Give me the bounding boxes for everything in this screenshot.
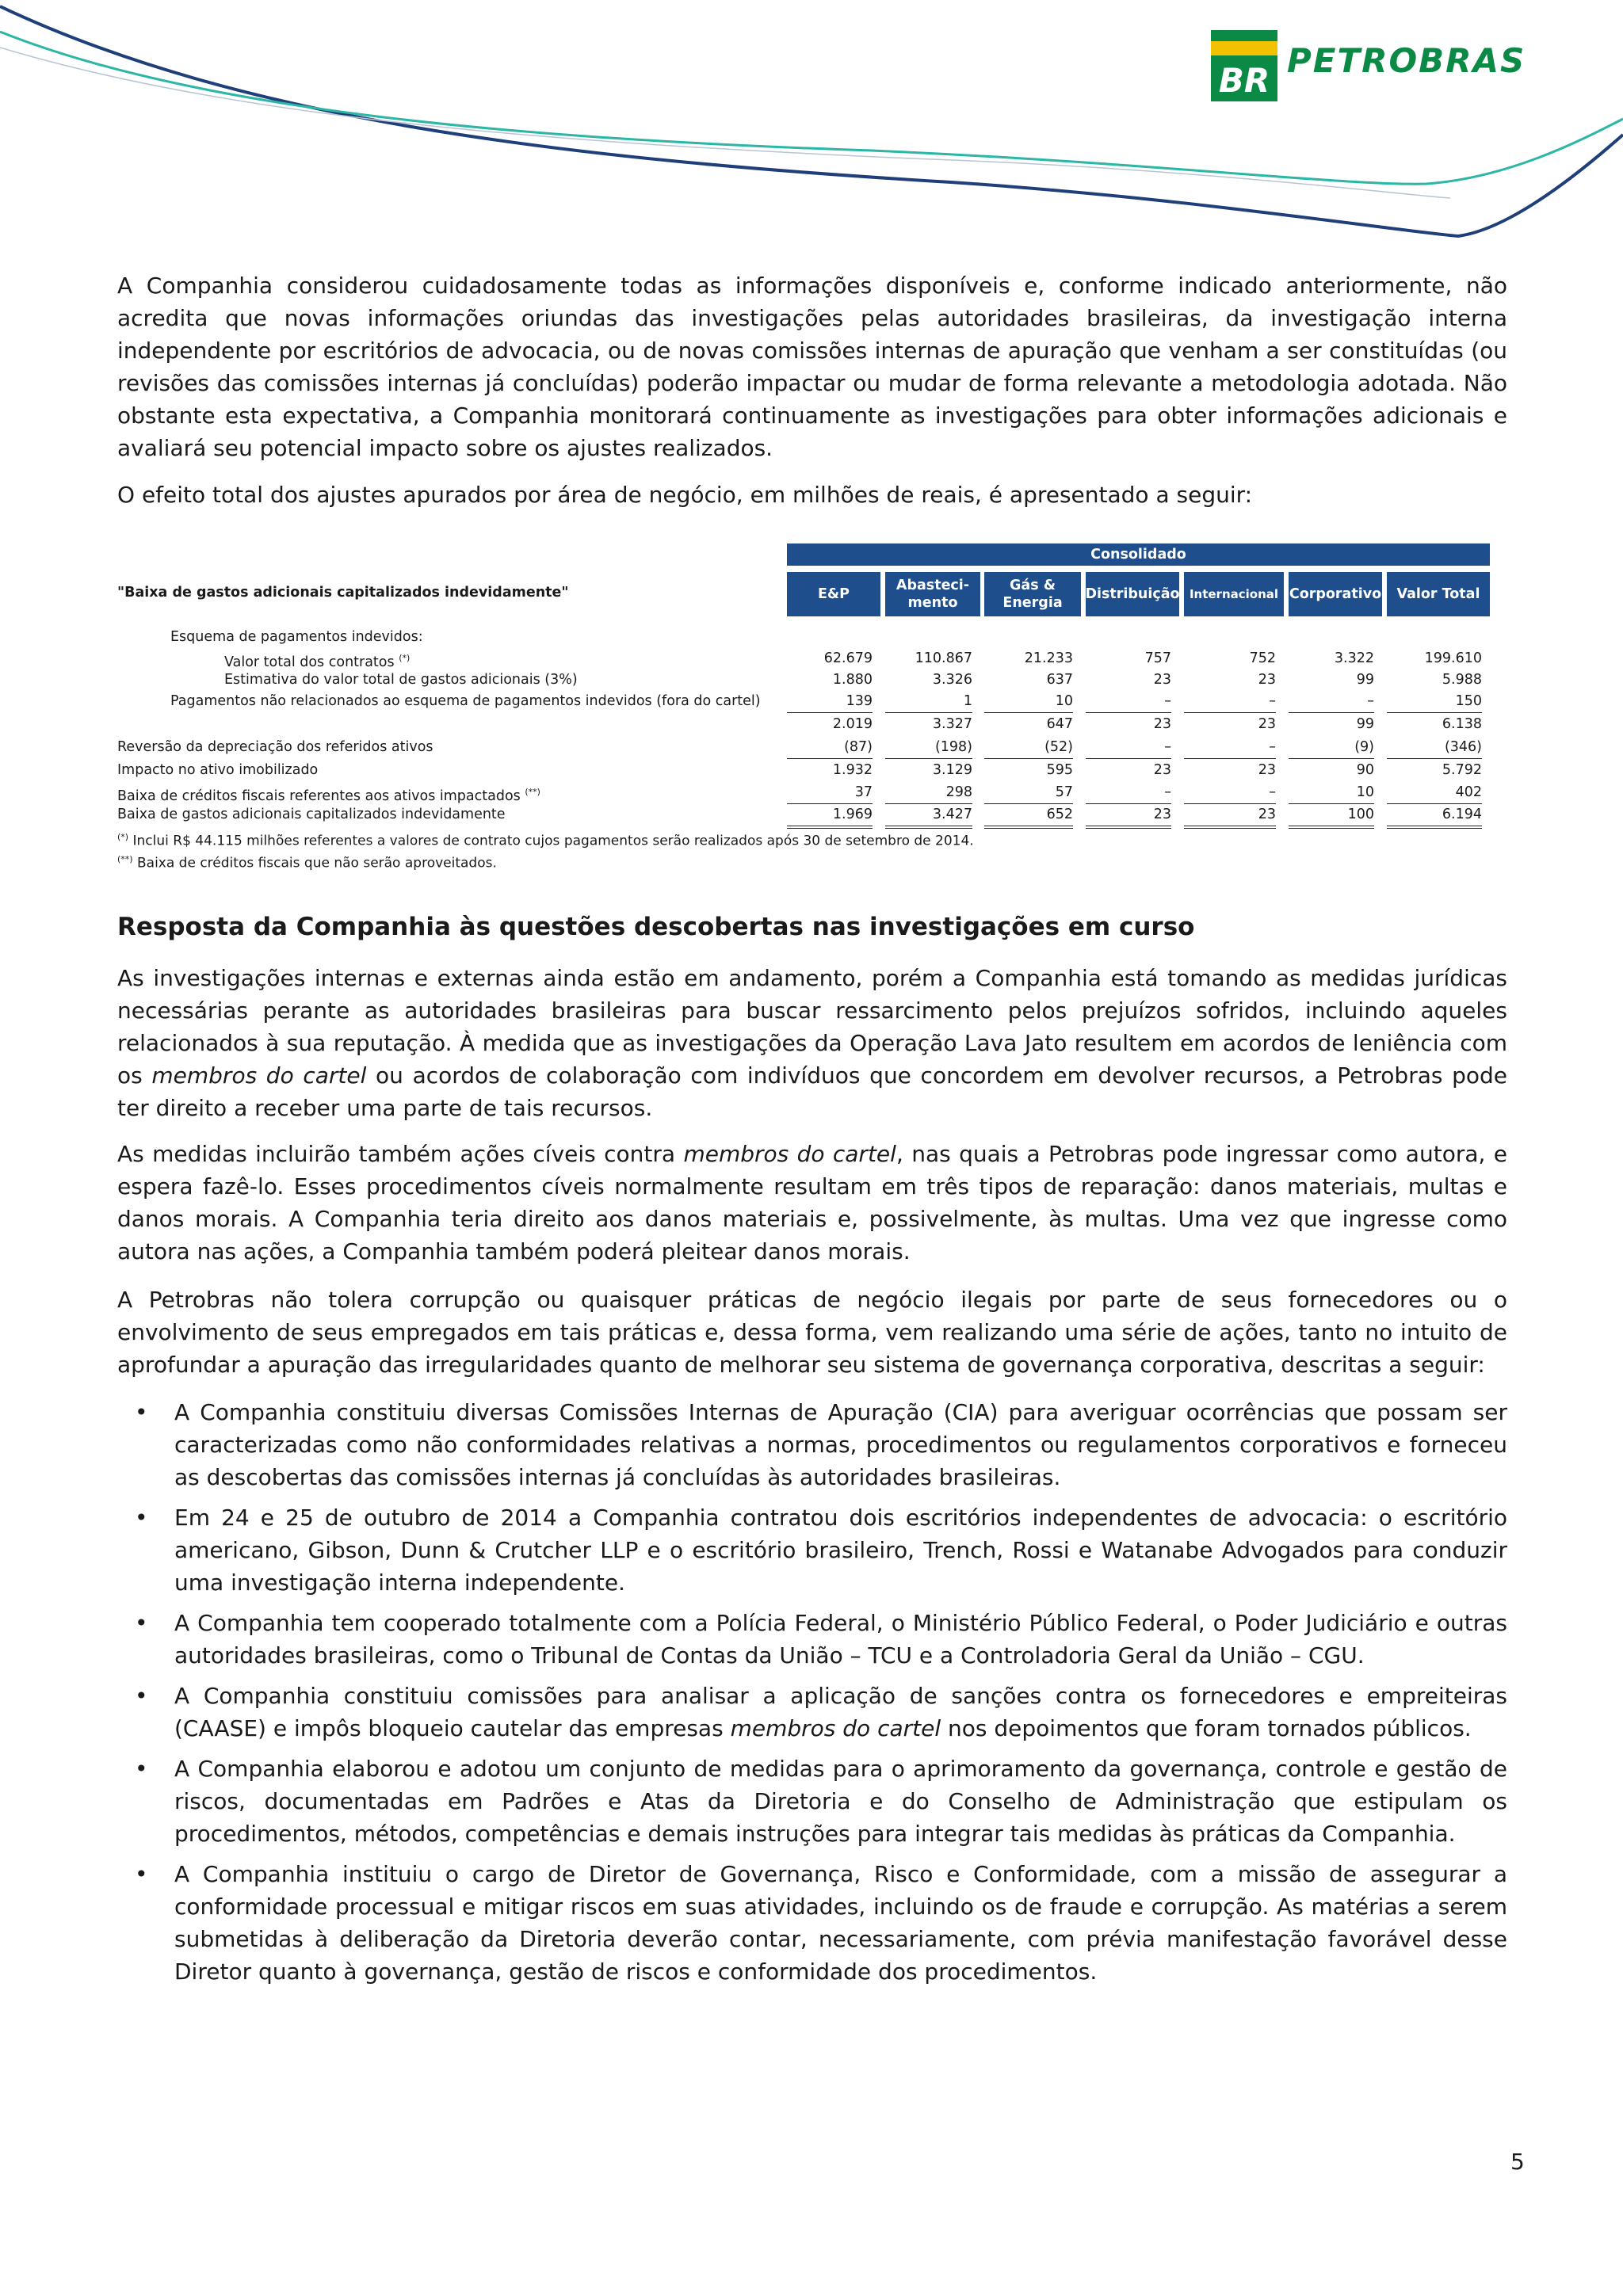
table-row — [117, 781, 1490, 803]
table-row — [117, 669, 1490, 691]
paragraph-civil-actions — [117, 1138, 1507, 1268]
table-row-label: Baixa de gastos adicionais capitalizados indevidamente — [117, 807, 506, 822]
table-row — [117, 713, 1490, 735]
table-column-header: Valor Total — [1387, 572, 1490, 616]
table-cell: 652 — [984, 803, 1073, 829]
table-cell: – — [1086, 781, 1171, 804]
table-row-label: Estimativa do valor total de gastos adicionais (3%) — [224, 672, 578, 688]
table-cell: 2.019 — [832, 716, 873, 732]
list-item: • A Companhia tem cooperado totalmente com a Polícia Federal, o Ministério Público Federal, o Poder Judiciário e outras autoridades brasileiras, como o Tribunal de Contas da União – TCU e a Controladoria Geral da União – CGU. — [117, 1607, 1507, 1672]
table-cell: 3.129 — [932, 762, 972, 778]
table-cell: 139 — [787, 690, 873, 713]
table-cell: 23 — [1258, 716, 1276, 732]
bullet-icon: • — [135, 1756, 148, 1782]
table-cell: – — [1184, 736, 1276, 759]
list-item: • A Companhia constituiu comissões para analisar a aplicação de sanções contra os fornecedores e empreiteiras (CAASE) e impôs bloqueio cautelar das empresas membros do cartel nos depoimentos que foram tornados públicos. — [117, 1680, 1507, 1745]
table-cell: 23 — [1258, 672, 1276, 688]
br-mark: BR — [1218, 61, 1270, 100]
table-cell: (198) — [885, 736, 972, 759]
table-cell: 23 — [1086, 803, 1171, 829]
table-cell: (87) — [787, 736, 873, 759]
table-cell: 6.138 — [1442, 716, 1482, 732]
logo-wordmark: PETROBRAS — [1287, 41, 1526, 80]
list-item: • Em 24 e 25 de outubro de 2014 a Companhia contratou dois escritórios independentes de advocacia: o escritório americano, Gibson, Dunn & Crutcher LLP e o escritório brasileiro, Trench, Rossi e Watanabe Advogados para conduzir uma investigação interna independente. — [117, 1501, 1507, 1599]
table-cell: – — [1086, 736, 1171, 759]
table-footnote: (*) Inclui R$ 44.115 milhões referentes a valores de contrato cujos pagamentos serão realizados após 30 de setembro de 2014. — [117, 832, 974, 849]
footnote-marker: (**) — [525, 787, 540, 797]
table-cell: 10 — [1289, 781, 1374, 804]
table-cell: 3.322 — [1334, 650, 1374, 666]
table-row-label: Baixa de créditos fiscais referentes aos ativos impactados (**) — [117, 787, 540, 804]
table-cell: 3.427 — [885, 803, 972, 829]
table-cell: 3.327 — [932, 716, 972, 732]
table-row-label: Esquema de pagamentos indevidos: — [170, 629, 423, 645]
table-cell: 402 — [1387, 781, 1482, 804]
table-row — [117, 759, 1490, 781]
list-item: • A Companhia instituiu o cargo de Diretor de Governança, Risco e Conformidade, com a missão de assegurar a conformidade processual e mitigar riscos em suas atividades, incluindo os de fraude e corrupção. As matérias a serem submetidas à deliberação da Diretoria deverão contar, necessariamente, com prévia manifestação favorável desse Diretor quanto à governança, gestão de riscos e conformidade dos procedimentos. — [117, 1858, 1507, 1988]
table-cell: – — [1086, 690, 1171, 713]
table-cell: (346) — [1387, 736, 1482, 759]
table-column-header: Distribuição — [1086, 572, 1179, 616]
table-cell: 3.326 — [932, 672, 972, 688]
table-cell: 23 — [1153, 762, 1171, 778]
table-column-header: Corporativo — [1289, 572, 1382, 616]
paragraph-text: A Petrobras não tolera corrupção ou quaisquer práticas de negócio ilegais por parte de seus fornecedores ou o envolvimento de seus empregados em tais práticas e, dessa forma, vem realizando uma série de ações, tanto no intuito de aprofundar a apuração das irregularidades quanto de melhorar seu sistema de governança corporativa, descritas a seguir: — [117, 1287, 1507, 1378]
bullet-icon: • — [135, 1610, 148, 1636]
table-row-title: "Baixa de gastos adicionais capitalizados indevidamente" — [117, 585, 569, 601]
table-cell: 6.194 — [1387, 803, 1482, 829]
paragraph-table-intro — [117, 479, 1507, 511]
table-cell: (52) — [984, 736, 1073, 759]
table-cell: – — [1184, 781, 1276, 804]
table-row-label: Reversão da depreciação dos referidos ativos — [117, 739, 433, 755]
table-cell: – — [1184, 690, 1276, 713]
paragraph-governance — [117, 1283, 1507, 1381]
table-row — [117, 736, 1490, 758]
table-column-header: Abasteci- mento — [885, 572, 980, 616]
table-cell: 595 — [1046, 762, 1073, 778]
table-cell: 90 — [1356, 762, 1374, 778]
table-column-header: Gás & Energia — [984, 572, 1081, 616]
paragraph-methodology — [117, 269, 1507, 464]
br-logo-icon — [1211, 30, 1277, 101]
table-cell: 23 — [1258, 762, 1276, 778]
table-cell: 1.969 — [787, 803, 873, 829]
table-cell: 110.867 — [915, 650, 972, 666]
paragraph-legal-measures — [117, 962, 1507, 1124]
table-cell: – — [1289, 690, 1374, 713]
table-cell: 62.679 — [823, 650, 873, 666]
table-cell: 99 — [1356, 716, 1374, 732]
section-heading: Resposta da Companhia às questões descobertas nas investigações em curso — [117, 913, 1195, 941]
footnote-marker: (*) — [399, 653, 411, 663]
table-row — [117, 647, 1490, 669]
table-row-label: Impacto no ativo imobilizado — [117, 762, 319, 778]
table-cell: 5.988 — [1442, 672, 1482, 688]
bullet-icon: • — [135, 1399, 148, 1425]
actions-bullet-list — [117, 1396, 1507, 1996]
bullet-icon: • — [135, 1683, 148, 1709]
table-cell: 37 — [787, 781, 873, 804]
table-row — [117, 803, 1490, 826]
table-cell: 1.932 — [832, 762, 873, 778]
table-cell: 57 — [984, 781, 1073, 804]
table-cell: 637 — [1046, 672, 1073, 688]
bullet-icon: • — [135, 1505, 148, 1531]
table-cell: 647 — [1046, 716, 1073, 732]
table-cell: 99 — [1356, 672, 1374, 688]
table-footnote: (**) Baixa de créditos fiscais que não serão aproveitados. — [117, 854, 497, 871]
page-number: 5 — [1510, 2149, 1525, 2175]
table-cell: 21.233 — [1024, 650, 1073, 666]
table-cell: (9) — [1289, 736, 1374, 759]
table-cell: 199.610 — [1424, 650, 1482, 666]
paragraph-text: O efeito total dos ajustes apurados por área de negócio, em milhões de reais, é apresentado a seguir: — [117, 482, 1253, 508]
petrobras-logo — [1211, 30, 1560, 101]
table-cell: 5.792 — [1442, 762, 1482, 778]
paragraph-text: As investigações internas e externas ainda estão em andamento, porém a Companhia está tomando as medidas jurídicas necessárias perante as autoridades brasileiras para buscar ressarcimento pelos prejuízos sofridos, incluindo aqueles relacionados à sua reputação. À medida que as investigações da Operação Lava Jato resultem em acordos de leniência com os membros do cartel ou acordos de colaboração com indivíduos que concordem em devolver recursos, a Petrobras pode ter direito a receber uma parte de tais recursos. — [117, 965, 1507, 1121]
table-column-header: Internacional — [1184, 572, 1284, 616]
table-cell: 757 — [1144, 650, 1171, 666]
table-cell: 23 — [1184, 803, 1276, 829]
table-group-header: Consolidado — [787, 543, 1490, 566]
bullet-icon: • — [135, 1861, 148, 1887]
table-cell: 23 — [1153, 672, 1171, 688]
paragraph-text: A Companhia considerou cuidadosamente todas as informações disponíveis e, conforme indicado anteriormente, não acredita que novas informações oriundas das investigações pelas autoridades brasileiras, da investigação interna independente por escritórios de advocacia, ou de novas comissões internas de apuração que venham a ser constituídas (ou revisões das comissões internas já concluídas) poderão impactar ou mudar de forma relevante a metodologia adotada. Não obstante esta expectativa, a Companhia monitorará continuamente as investigações para obter informações adicionais e avaliará seu potencial impacto sobre os ajustes realizados. — [117, 273, 1507, 461]
list-item: • A Companhia elaborou e adotou um conjunto de medidas para o aprimoramento da governança, controle e gestão de riscos, documentadas em Padrões e Atas da Diretoria e do Conselho de Administração que estipulam os procedimentos, métodos, competências e demais instruções para integrar tais medidas às práticas da Companhia. — [117, 1753, 1507, 1850]
table-cell: 298 — [885, 781, 972, 804]
table-row — [117, 626, 1490, 648]
adjustments-table — [117, 543, 1490, 876]
table-cell: 23 — [1153, 716, 1171, 732]
paragraph-text: As medidas incluirão também ações cíveis contra membros do cartel, nas quais a Petrobras pode ingressar como autora, e espera fazê-lo. Esses procedimentos cíveis normalmente resultam em três tipos de reparação: danos materiais, multas e danos morais. A Companhia teria direito aos danos materiais e, possivelmente, às multas. Uma vez que ingresse como autora nas ações, a Companhia também poderá pleitear danos morais. — [117, 1141, 1507, 1264]
table-column-header: E&P — [787, 572, 880, 616]
table-row — [117, 690, 1490, 712]
list-item: • A Companhia constituiu diversas Comissões Internas de Apuração (CIA) para averiguar ocorrências que possam ser caracterizadas como não conformidades relativas a normas, procedimentos ou regulamentos corporativos e forneceu as descobertas das comissões internas já concluídas às autoridades brasileiras. — [117, 1396, 1507, 1493]
table-cell: 1 — [885, 690, 972, 713]
table-cell: 752 — [1249, 650, 1276, 666]
table-row-label: Pagamentos não relacionados ao esquema de pagamentos indevidos (fora do cartel) — [170, 693, 761, 709]
table-cell: 100 — [1289, 803, 1374, 829]
table-cell: 1.880 — [832, 672, 873, 688]
table-row-label: Valor total dos contratos (*) — [224, 653, 411, 670]
table-cell: 10 — [984, 690, 1073, 713]
table-cell: 150 — [1387, 690, 1482, 713]
